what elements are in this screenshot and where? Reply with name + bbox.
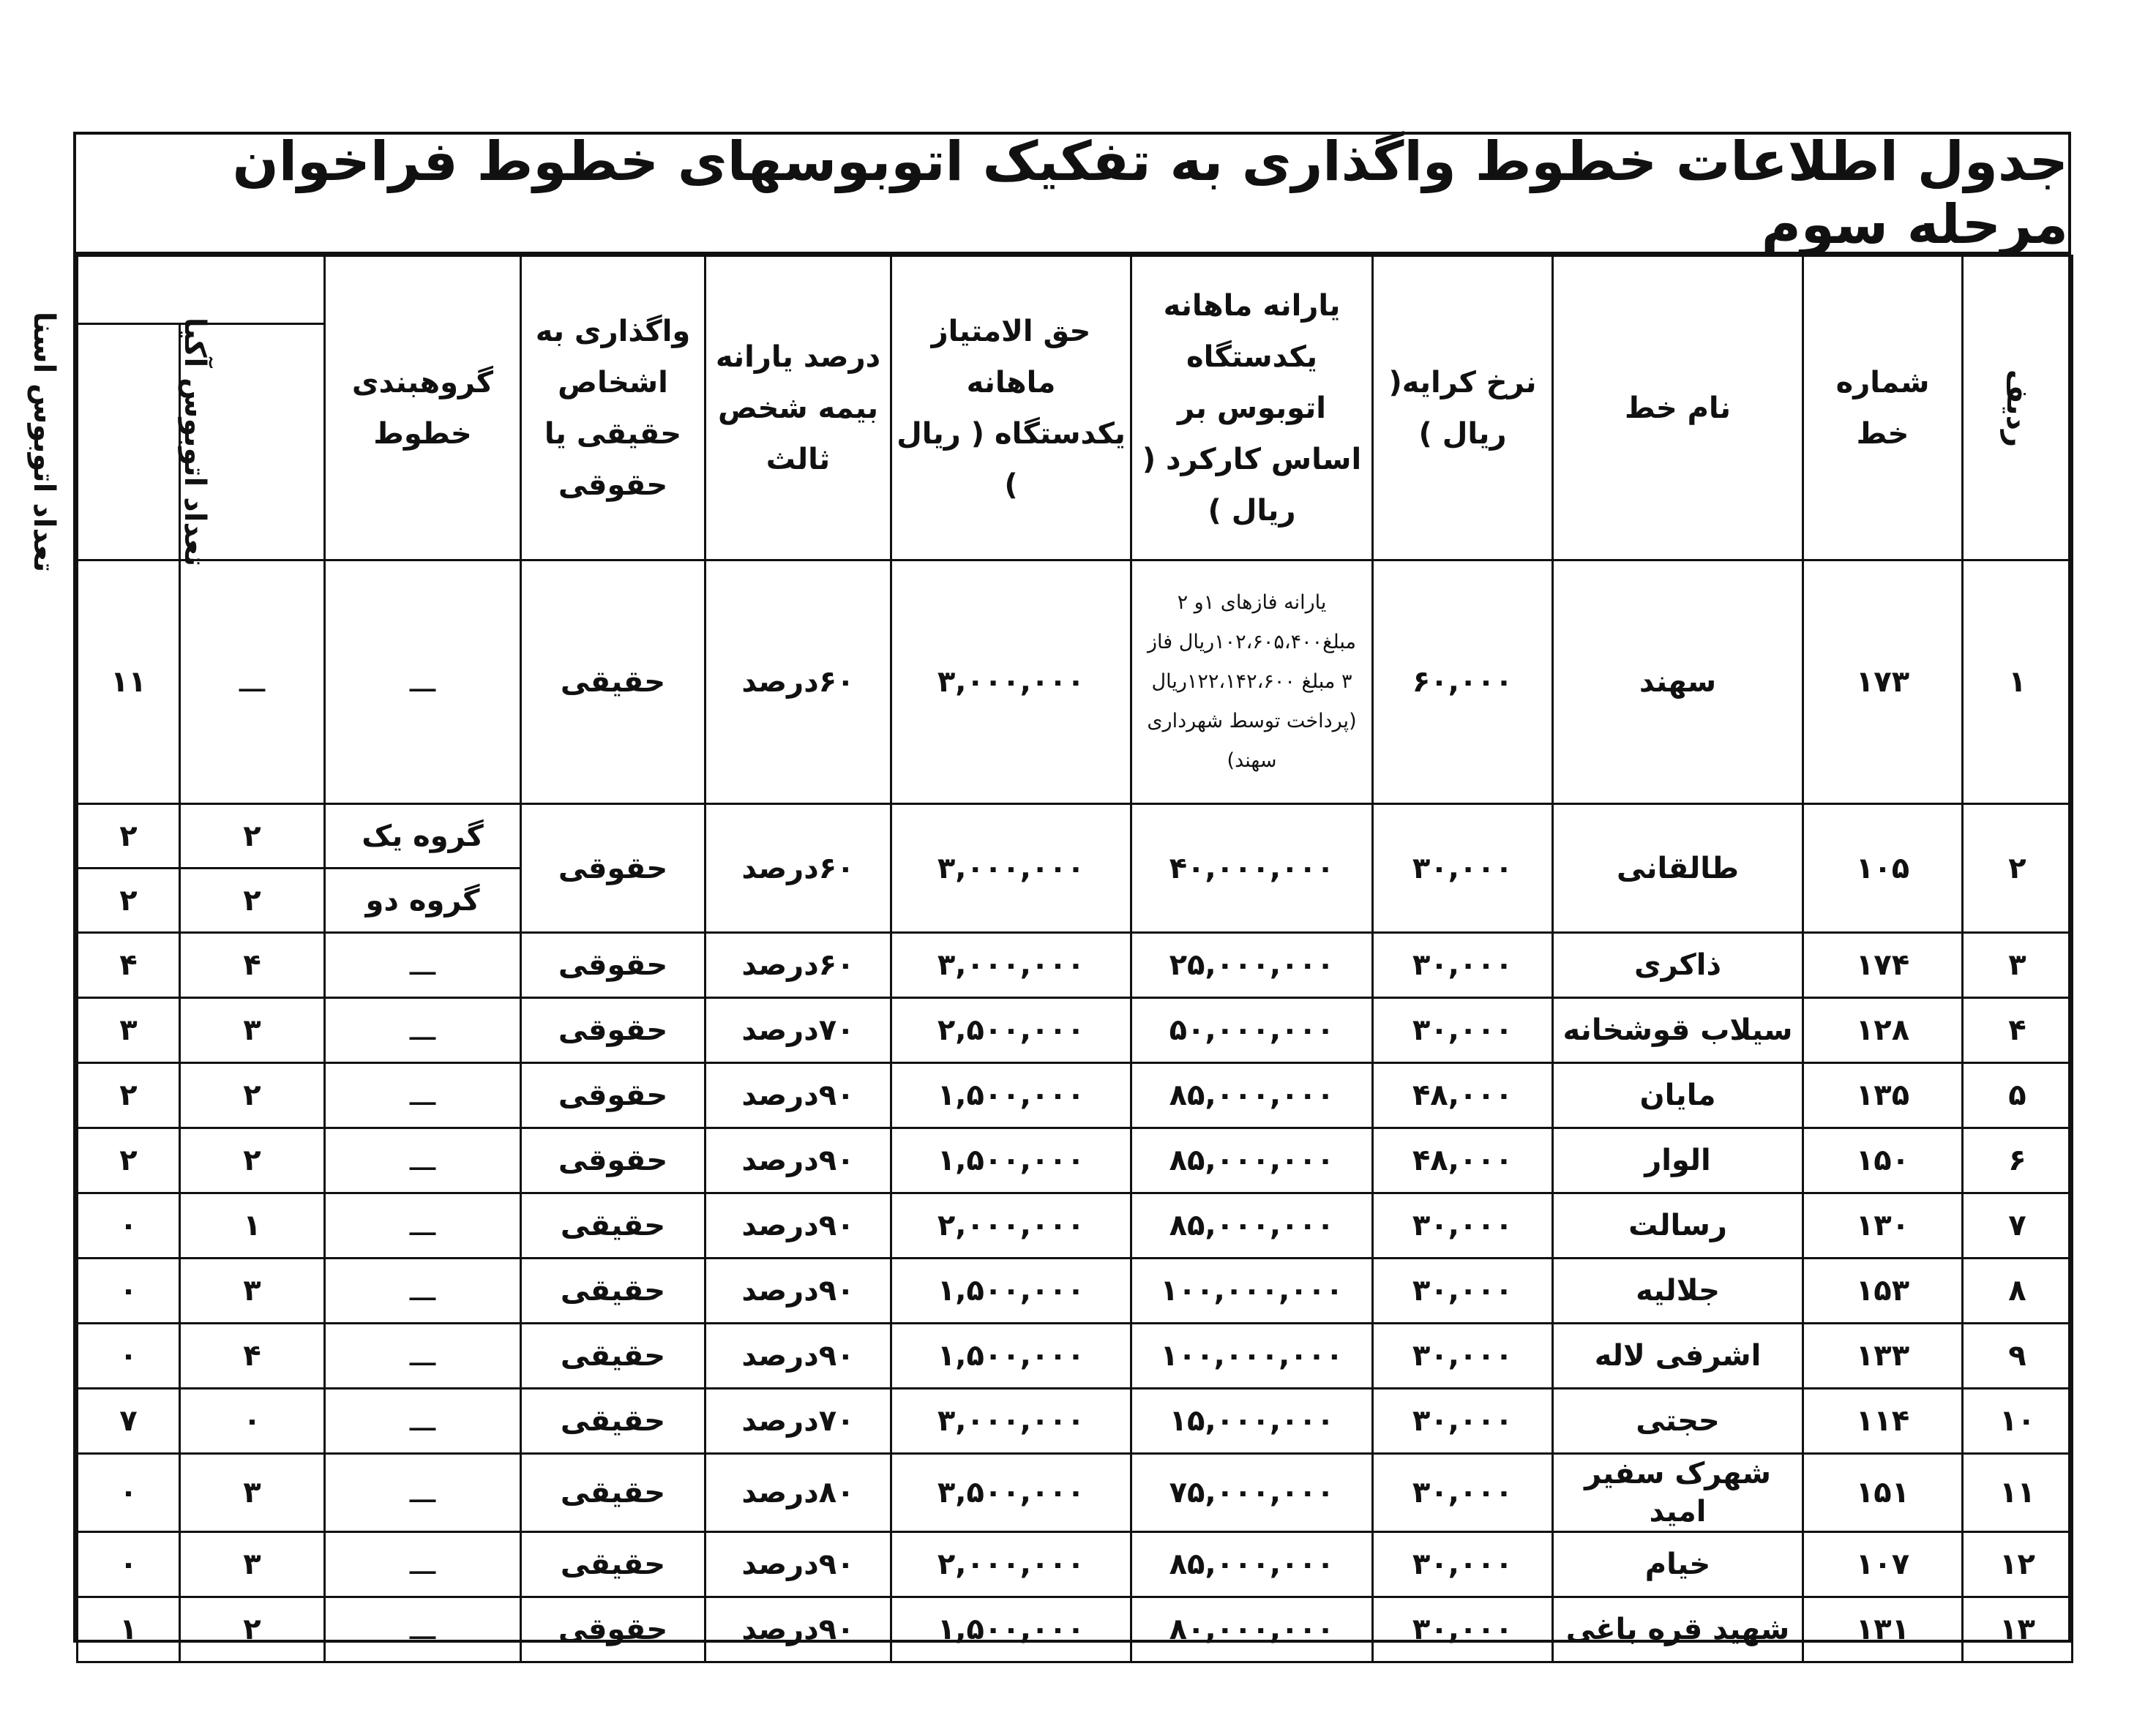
cell-fare: ۳۰,۰۰۰	[1373, 1532, 1553, 1597]
cell-subsidy: ۱۵,۰۰۰,۰۰۰	[1131, 1389, 1373, 1454]
cell-concession: ۱,۵۰۰,۰۰۰	[891, 1063, 1131, 1128]
cell-subsidy: ۸۵,۰۰۰,۰۰۰	[1131, 1193, 1373, 1259]
header-row-no: ردیف	[1963, 256, 2073, 560]
cell-line-no: ۱۲۸	[1803, 998, 1963, 1063]
cell-line-name: شهرک سفیر امید	[1553, 1454, 1803, 1532]
header-grouping: گروهبندی خطوط	[325, 256, 521, 560]
cell-row-no: ۵	[1963, 1063, 2073, 1128]
cell-row-no: ۶	[1963, 1128, 2073, 1193]
cell-fare: ۴۸,۰۰۰	[1373, 1128, 1553, 1193]
cell-fare: ۳۰,۰۰۰	[1373, 804, 1553, 933]
cell-akia: ۲	[180, 1597, 325, 1662]
cell-line-name: سهند	[1553, 560, 1803, 804]
cell-line-name: حجتی	[1553, 1389, 1803, 1454]
cell-line-no: ۱۳۰	[1803, 1193, 1963, 1259]
cell-line-no: ۱۷۴	[1803, 933, 1963, 998]
cell-row-no: ۱۳	[1963, 1597, 2073, 1662]
cell-grouping: ـــ	[325, 1389, 521, 1454]
cell-concession: ۳,۰۰۰,۰۰۰	[891, 933, 1131, 998]
header-fare: نرخ کرایه( ریال )	[1373, 256, 1553, 560]
cell-line-no: ۱۳۱	[1803, 1597, 1963, 1662]
header-line-no: شماره خط	[1803, 256, 1963, 560]
cell-assignment: حقوقی	[521, 804, 705, 933]
cell-line-name: الوار	[1553, 1128, 1803, 1193]
cell-grouping: ـــ	[325, 1128, 521, 1193]
cell-akia: ۲	[180, 1128, 325, 1193]
table-row	[78, 1389, 2073, 1454]
cell-fare: ۳۰,۰۰۰	[1373, 1389, 1553, 1454]
cell-fare: ۶۰,۰۰۰	[1373, 560, 1553, 804]
cell-assignment: حقیقی	[521, 1324, 705, 1389]
cell-insurance: ۹۰درصد	[705, 1597, 891, 1662]
cell-subsidy: ۵۰,۰۰۰,۰۰۰	[1131, 998, 1373, 1063]
cell-assignment: حقوقی	[521, 1597, 705, 1662]
cell-assignment: حقیقی	[521, 1454, 705, 1532]
cell-fare: ۳۰,۰۰۰	[1373, 933, 1553, 998]
cell-esna: ۱۱	[78, 560, 180, 804]
cell-subsidy-note: یارانه فازهای ۱و ۲ مبلغ۱۰۲،۶۰۵،۴۰۰ریال فاز ۳ مبلغ ۱۲۲،۱۴۲،۶۰۰ریال (پرداخت توسط شهرداری سهند)	[1131, 560, 1373, 804]
header-subsidy: یارانه ماهانه یکدستگاه اتوبوس بر اساس کارکرد ( ریال )	[1131, 256, 1373, 560]
cell-esna: ۰	[78, 1532, 180, 1597]
table-row	[78, 560, 2073, 804]
cell-insurance: ۶۰درصد	[705, 933, 891, 998]
cell-concession: ۲,۰۰۰,۰۰۰	[891, 1193, 1131, 1259]
cell-subsidy: ۱۰۰,۰۰۰,۰۰۰	[1131, 1324, 1373, 1389]
cell-insurance: ۹۰درصد	[705, 1259, 891, 1324]
cell-line-no: ۱۵۳	[1803, 1259, 1963, 1324]
cell-row-no: ۱۱	[1963, 1454, 2073, 1532]
cell-subsidy: ۸۵,۰۰۰,۰۰۰	[1131, 1128, 1373, 1193]
cell-line-no: ۱۷۳	[1803, 560, 1963, 804]
cell-line-no: ۱۳۵	[1803, 1063, 1963, 1128]
cell-subsidy: ۴۰,۰۰۰,۰۰۰	[1131, 804, 1373, 933]
cell-grouping: ـــ	[325, 1259, 521, 1324]
cell-subsidy: ۱۰۰,۰۰۰,۰۰۰	[1131, 1259, 1373, 1324]
cell-concession: ۳,۰۰۰,۰۰۰	[891, 804, 1131, 933]
header-concession: حق الامتیاز ماهانه یکدستگاه ( ریال )	[891, 256, 1131, 560]
cell-line-no: ۱۰۷	[1803, 1532, 1963, 1597]
cell-esna: ۲	[78, 1128, 180, 1193]
table-row	[78, 1259, 2073, 1324]
cell-grouping: گروه دو	[325, 869, 521, 933]
table-row	[78, 1597, 2073, 1662]
cell-line-name: اشرفی لاله	[1553, 1324, 1803, 1389]
cell-akia: ۲	[180, 804, 325, 869]
cell-row-no: ۹	[1963, 1324, 2073, 1389]
table-row	[78, 804, 2073, 869]
cell-row-no: ۲	[1963, 804, 2073, 933]
header-akia: تعداد اتوبوس آکیا	[180, 324, 325, 560]
cell-grouping: ـــ	[325, 560, 521, 804]
cell-concession: ۳,۰۰۰,۰۰۰	[891, 1389, 1131, 1454]
cell-row-no: ۱۲	[1963, 1532, 2073, 1597]
cell-fare: ۳۰,۰۰۰	[1373, 1454, 1553, 1532]
cell-grouping: ـــ	[325, 998, 521, 1063]
header-insurance: درصد یارانه بیمه شخص ثالث	[705, 256, 891, 560]
cell-esna: ۰	[78, 1454, 180, 1532]
cell-subsidy: ۸۰,۰۰۰,۰۰۰	[1131, 1597, 1373, 1662]
cell-insurance: ۶۰درصد	[705, 804, 891, 933]
cell-line-name: جلالیه	[1553, 1259, 1803, 1324]
document-sheet	[26, 130, 2071, 1646]
cell-assignment: حقیقی	[521, 1259, 705, 1324]
cell-row-no: ۳	[1963, 933, 2073, 998]
cell-esna: ۳	[78, 998, 180, 1063]
cell-fare: ۳۰,۰۰۰	[1373, 1259, 1553, 1324]
cell-line-name: طالقانی	[1553, 804, 1803, 933]
table-row	[78, 1532, 2073, 1597]
cell-akia: ۴	[180, 933, 325, 998]
header-bus-count-group	[78, 256, 325, 324]
table-body	[78, 560, 2073, 1662]
cell-insurance: ۷۰درصد	[705, 1389, 891, 1454]
cell-concession: ۳,۵۰۰,۰۰۰	[891, 1454, 1131, 1532]
cell-fare: ۳۰,۰۰۰	[1373, 998, 1553, 1063]
table-row	[78, 1324, 2073, 1389]
cell-concession: ۱,۵۰۰,۰۰۰	[891, 1597, 1131, 1662]
cell-line-name: رسالت	[1553, 1193, 1803, 1259]
cell-concession: ۲,۰۰۰,۰۰۰	[891, 1532, 1131, 1597]
cell-line-no: ۱۵۰	[1803, 1128, 1963, 1193]
cell-grouping: ـــ	[325, 1063, 521, 1128]
cell-insurance: ۶۰درصد	[705, 560, 891, 804]
cell-assignment: حقیقی	[521, 1389, 705, 1454]
table-row	[78, 998, 2073, 1063]
cell-grouping: ـــ	[325, 933, 521, 998]
cell-akia: ۱	[180, 1193, 325, 1259]
cell-esna: ۷	[78, 1389, 180, 1454]
cell-row-no: ۷	[1963, 1193, 2073, 1259]
cell-fare: ۳۰,۰۰۰	[1373, 1597, 1553, 1662]
cell-esna: ۲	[78, 804, 180, 869]
cell-grouping: ـــ	[325, 1454, 521, 1532]
cell-akia: ۲	[180, 1063, 325, 1128]
title-box	[76, 130, 2068, 256]
cell-akia: ـــ	[180, 560, 325, 804]
cell-akia: ۲	[180, 869, 325, 933]
cell-grouping: گروه یک	[325, 804, 521, 869]
cell-fare: ۳۰,۰۰۰	[1373, 1193, 1553, 1259]
cell-assignment: حقوقی	[521, 1128, 705, 1193]
cell-subsidy: ۲۵,۰۰۰,۰۰۰	[1131, 933, 1373, 998]
cell-concession: ۱,۵۰۰,۰۰۰	[891, 1324, 1131, 1389]
table-row	[78, 933, 2073, 998]
cell-fare: ۳۰,۰۰۰	[1373, 1324, 1553, 1389]
cell-esna: ۲	[78, 1063, 180, 1128]
cell-esna: ۱	[78, 1597, 180, 1662]
table-row	[78, 1193, 2073, 1259]
cell-subsidy: ۸۵,۰۰۰,۰۰۰	[1131, 1532, 1373, 1597]
cell-insurance: ۷۰درصد	[705, 998, 891, 1063]
header-esna: تعداد اتوبوس اسنا	[78, 324, 180, 560]
cell-akia: ۳	[180, 1454, 325, 1532]
cell-subsidy: ۸۵,۰۰۰,۰۰۰	[1131, 1063, 1373, 1128]
table-row	[78, 1454, 2073, 1532]
cell-akia: ۳	[180, 998, 325, 1063]
page-title: جدول اطلاعات خطوط واگذاری به تفکیک اتوبوسهای خطوط فراخوان مرحله سوم	[232, 130, 2068, 256]
cell-row-no: ۱	[1963, 560, 2073, 804]
cell-row-no: ۴	[1963, 998, 2073, 1063]
cell-grouping: ـــ	[325, 1324, 521, 1389]
cell-assignment: حقوقی	[521, 998, 705, 1063]
cell-akia: ۳	[180, 1259, 325, 1324]
cell-assignment: حقوقی	[521, 933, 705, 998]
cell-grouping: ـــ	[325, 1532, 521, 1597]
cell-line-name: شهید قره باغی	[1553, 1597, 1803, 1662]
cell-fare: ۴۸,۰۰۰	[1373, 1063, 1553, 1128]
cell-esna: ۴	[78, 933, 180, 998]
cell-assignment: حقیقی	[521, 560, 705, 804]
cell-akia: ۳	[180, 1532, 325, 1597]
cell-concession: ۱,۵۰۰,۰۰۰	[891, 1259, 1131, 1324]
cell-line-name: خیام	[1553, 1532, 1803, 1597]
cell-insurance: ۹۰درصد	[705, 1532, 891, 1597]
cell-concession: ۲,۵۰۰,۰۰۰	[891, 998, 1131, 1063]
cell-line-name: سیلاب قوشخانه	[1553, 998, 1803, 1063]
header-line-name: نام خط	[1553, 256, 1803, 560]
cell-concession: ۳,۰۰۰,۰۰۰	[891, 560, 1131, 804]
cell-insurance: ۹۰درصد	[705, 1128, 891, 1193]
cell-grouping: ـــ	[325, 1193, 521, 1259]
cell-akia: ۰	[180, 1389, 325, 1454]
cell-line-no: ۱۰۵	[1803, 804, 1963, 933]
cell-esna: ۲	[78, 869, 180, 933]
cell-grouping: ـــ	[325, 1597, 521, 1662]
cell-line-no: ۱۵۱	[1803, 1454, 1963, 1532]
cell-line-no: ۱۱۴	[1803, 1389, 1963, 1454]
cell-akia: ۴	[180, 1324, 325, 1389]
cell-subsidy: ۷۵,۰۰۰,۰۰۰	[1131, 1454, 1373, 1532]
cell-assignment: حقوقی	[521, 1063, 705, 1128]
header-assignment: واگذاری به اشخاص حقیقی یا حقوقی	[521, 256, 705, 560]
cell-row-no: ۱۰	[1963, 1389, 2073, 1454]
cell-line-name: مایان	[1553, 1063, 1803, 1128]
cell-line-no: ۱۳۳	[1803, 1324, 1963, 1389]
cell-row-no: ۸	[1963, 1259, 2073, 1324]
cell-insurance: ۸۰درصد	[705, 1454, 891, 1532]
cell-insurance: ۹۰درصد	[705, 1324, 891, 1389]
cell-line-name: ذاکری	[1553, 933, 1803, 998]
cell-insurance: ۹۰درصد	[705, 1063, 891, 1128]
bus-lines-table	[26, 255, 2073, 1663]
cell-assignment: حقیقی	[521, 1193, 705, 1259]
cell-insurance: ۹۰درصد	[705, 1193, 891, 1259]
cell-assignment: حقیقی	[521, 1532, 705, 1597]
cell-esna: ۰	[78, 1324, 180, 1389]
cell-esna: ۰	[78, 1259, 180, 1324]
table-row	[78, 1128, 2073, 1193]
table-row	[78, 1063, 2073, 1128]
cell-concession: ۱,۵۰۰,۰۰۰	[891, 1128, 1131, 1193]
cell-esna: ۰	[78, 1193, 180, 1259]
